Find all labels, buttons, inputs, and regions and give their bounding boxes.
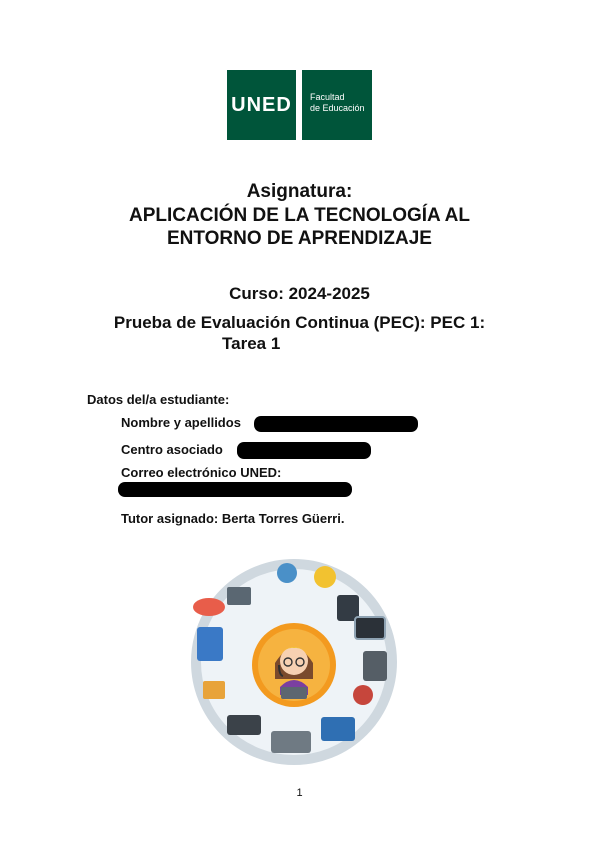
redaction-center [237,442,371,459]
edtech-illustration [187,555,402,770]
assessment-title-line1: Prueba de Evaluación Continua (PEC): PEC 1: [113,313,486,332]
subject-title-line2: ENTORNO DE APRENDIZAJE [167,228,432,249]
subject-title-line1: APLICACIÓN DE LA TECNOLOGÍA AL [129,205,470,226]
student-data-heading: Datos del/a estudiante: [87,392,230,407]
uned-logo [227,70,372,140]
uned-logo-mark [227,70,296,140]
assessment-title-line2: Tarea 1 [222,334,281,353]
faculty-name: Facultad de Educación [310,92,365,113]
center-label: Centro asociado [121,442,223,457]
redaction-name [254,416,418,432]
name-label: Nombre y apellidos [121,415,241,430]
uned-brand-text: UNED [231,93,292,116]
redaction-email [118,482,352,497]
page-number: 1 [296,787,303,799]
subject-label: Asignatura: [246,181,353,202]
tutor-line: Tutor asignado: Berta Torres Güerri. [121,511,345,526]
email-label: Correo electrónico UNED: [121,465,282,480]
course-year: Curso: 2024-2025 [229,284,370,303]
faculty-logo-block [302,70,372,140]
